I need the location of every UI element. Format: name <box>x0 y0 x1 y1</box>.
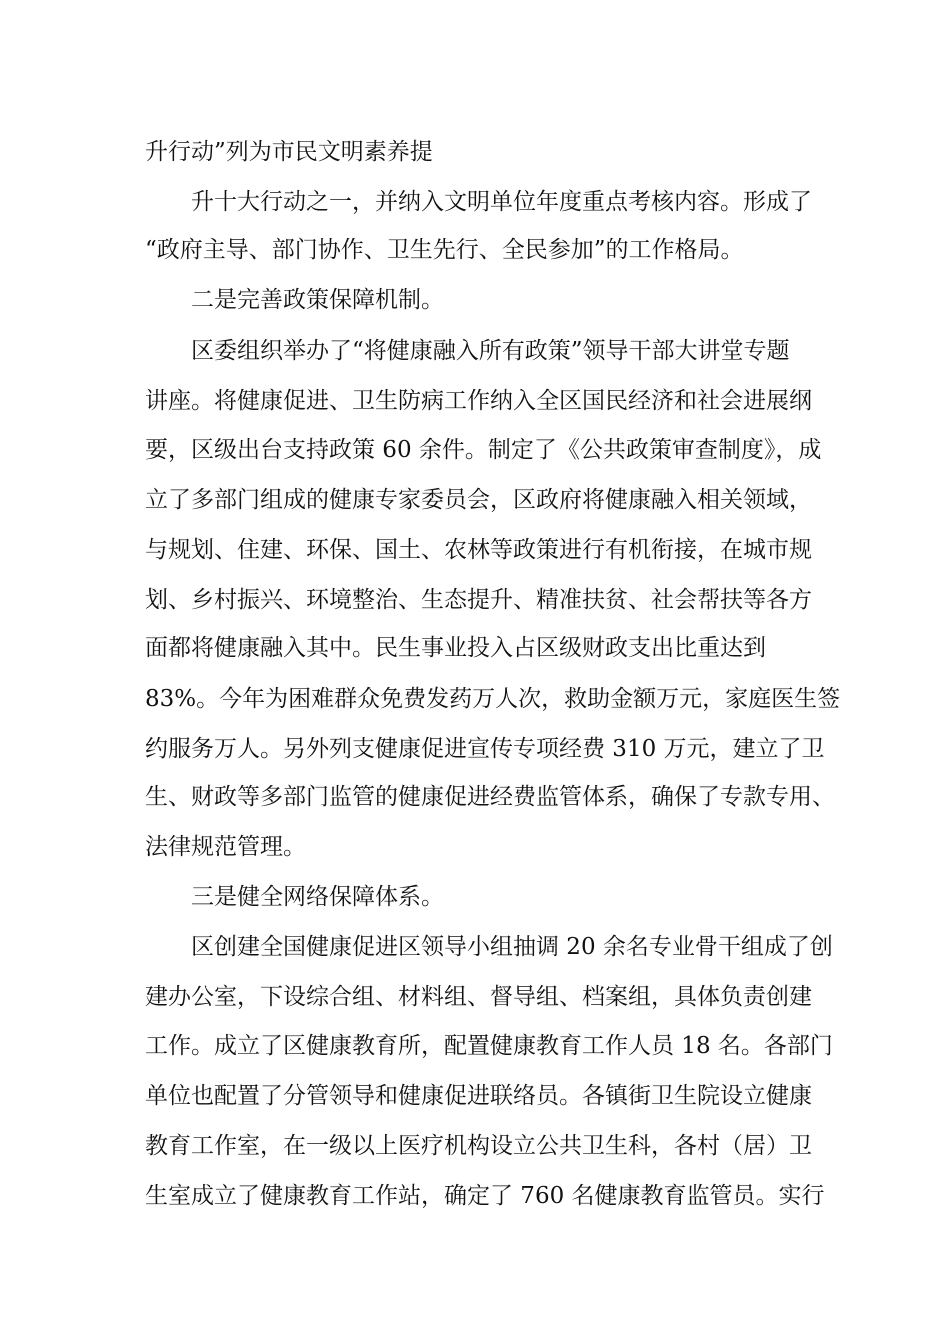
text-line-18: 建办公室，下设综合组、材料组、督导组、档案组，具体负责创建 <box>145 984 812 1010</box>
text-line-7: 要，区级出台支持政策 60 余件。制定了《公共政策审查制度》，成 <box>145 437 822 463</box>
text-line-20: 单位也配置了分管领导和健康促进联络员。各镇街卫生院设立健康 <box>145 1083 812 1109</box>
text-line-4: 二是完善政策保障机制。 <box>191 287 444 313</box>
text-line-15: 法律规范管理。 <box>145 834 306 860</box>
text-line-5: 区委组织举办了“将健康融入所有政策”领导干部大讲堂专题 <box>191 338 790 364</box>
text-line-22: 生室成立了健康教育工作站，确定了 760 名健康教育监管员。实行 <box>145 1183 825 1209</box>
text-line-21: 教育工作室，在一级以上医疗机构设立公共卫生科，各村（居）卫 <box>145 1133 812 1159</box>
text-line-6: 讲座。将健康促进、卫生防病工作纳入全区国民经济和社会进展纲 <box>145 388 812 414</box>
text-line-12: 83%。今年为困难群众免费发药万人次，救助金额万元，家庭医生签 <box>145 686 841 712</box>
text-line-14: 生、财政等多部门监管的健康促进经费监管体系，确保了专款专用、 <box>145 784 835 810</box>
text-line-19: 工作。成立了区健康教育所，配置健康教育工作人员 18 名。各部门 <box>145 1033 833 1059</box>
text-line-10: 划、乡村振兴、环境整治、生态提升、精准扶贫、社会帮扶等各方 <box>145 587 812 613</box>
text-line-11: 面都将健康融入其中。民生事业投入占区级财政支出比重达到 <box>145 635 766 661</box>
text-line-16: 三是健全网络保障体系。 <box>191 884 444 910</box>
text-line-2: 升十大行动之一，并纳入文明单位年度重点考核内容。形成了 <box>191 189 812 215</box>
text-line-1: 升行动”列为市民文明素养提 <box>145 139 433 165</box>
text-line-17: 区创建全国健康促进区领导小组抽调 20 余名专业骨干组成了创 <box>191 934 833 960</box>
text-line-13: 约服务万人。另外列支健康促进宣传专项经费 310 万元，建立了卫 <box>145 736 825 762</box>
text-line-3: “政府主导、部门协作、卫生先行、全民参加”的工作格局。 <box>145 237 744 263</box>
text-line-9: 与规划、住建、环保、国土、农林等政策进行有机衔接，在城市规 <box>145 537 812 563</box>
text-line-8: 立了多部门组成的健康专家委员会，区政府将健康融入相关领域， <box>145 487 812 513</box>
